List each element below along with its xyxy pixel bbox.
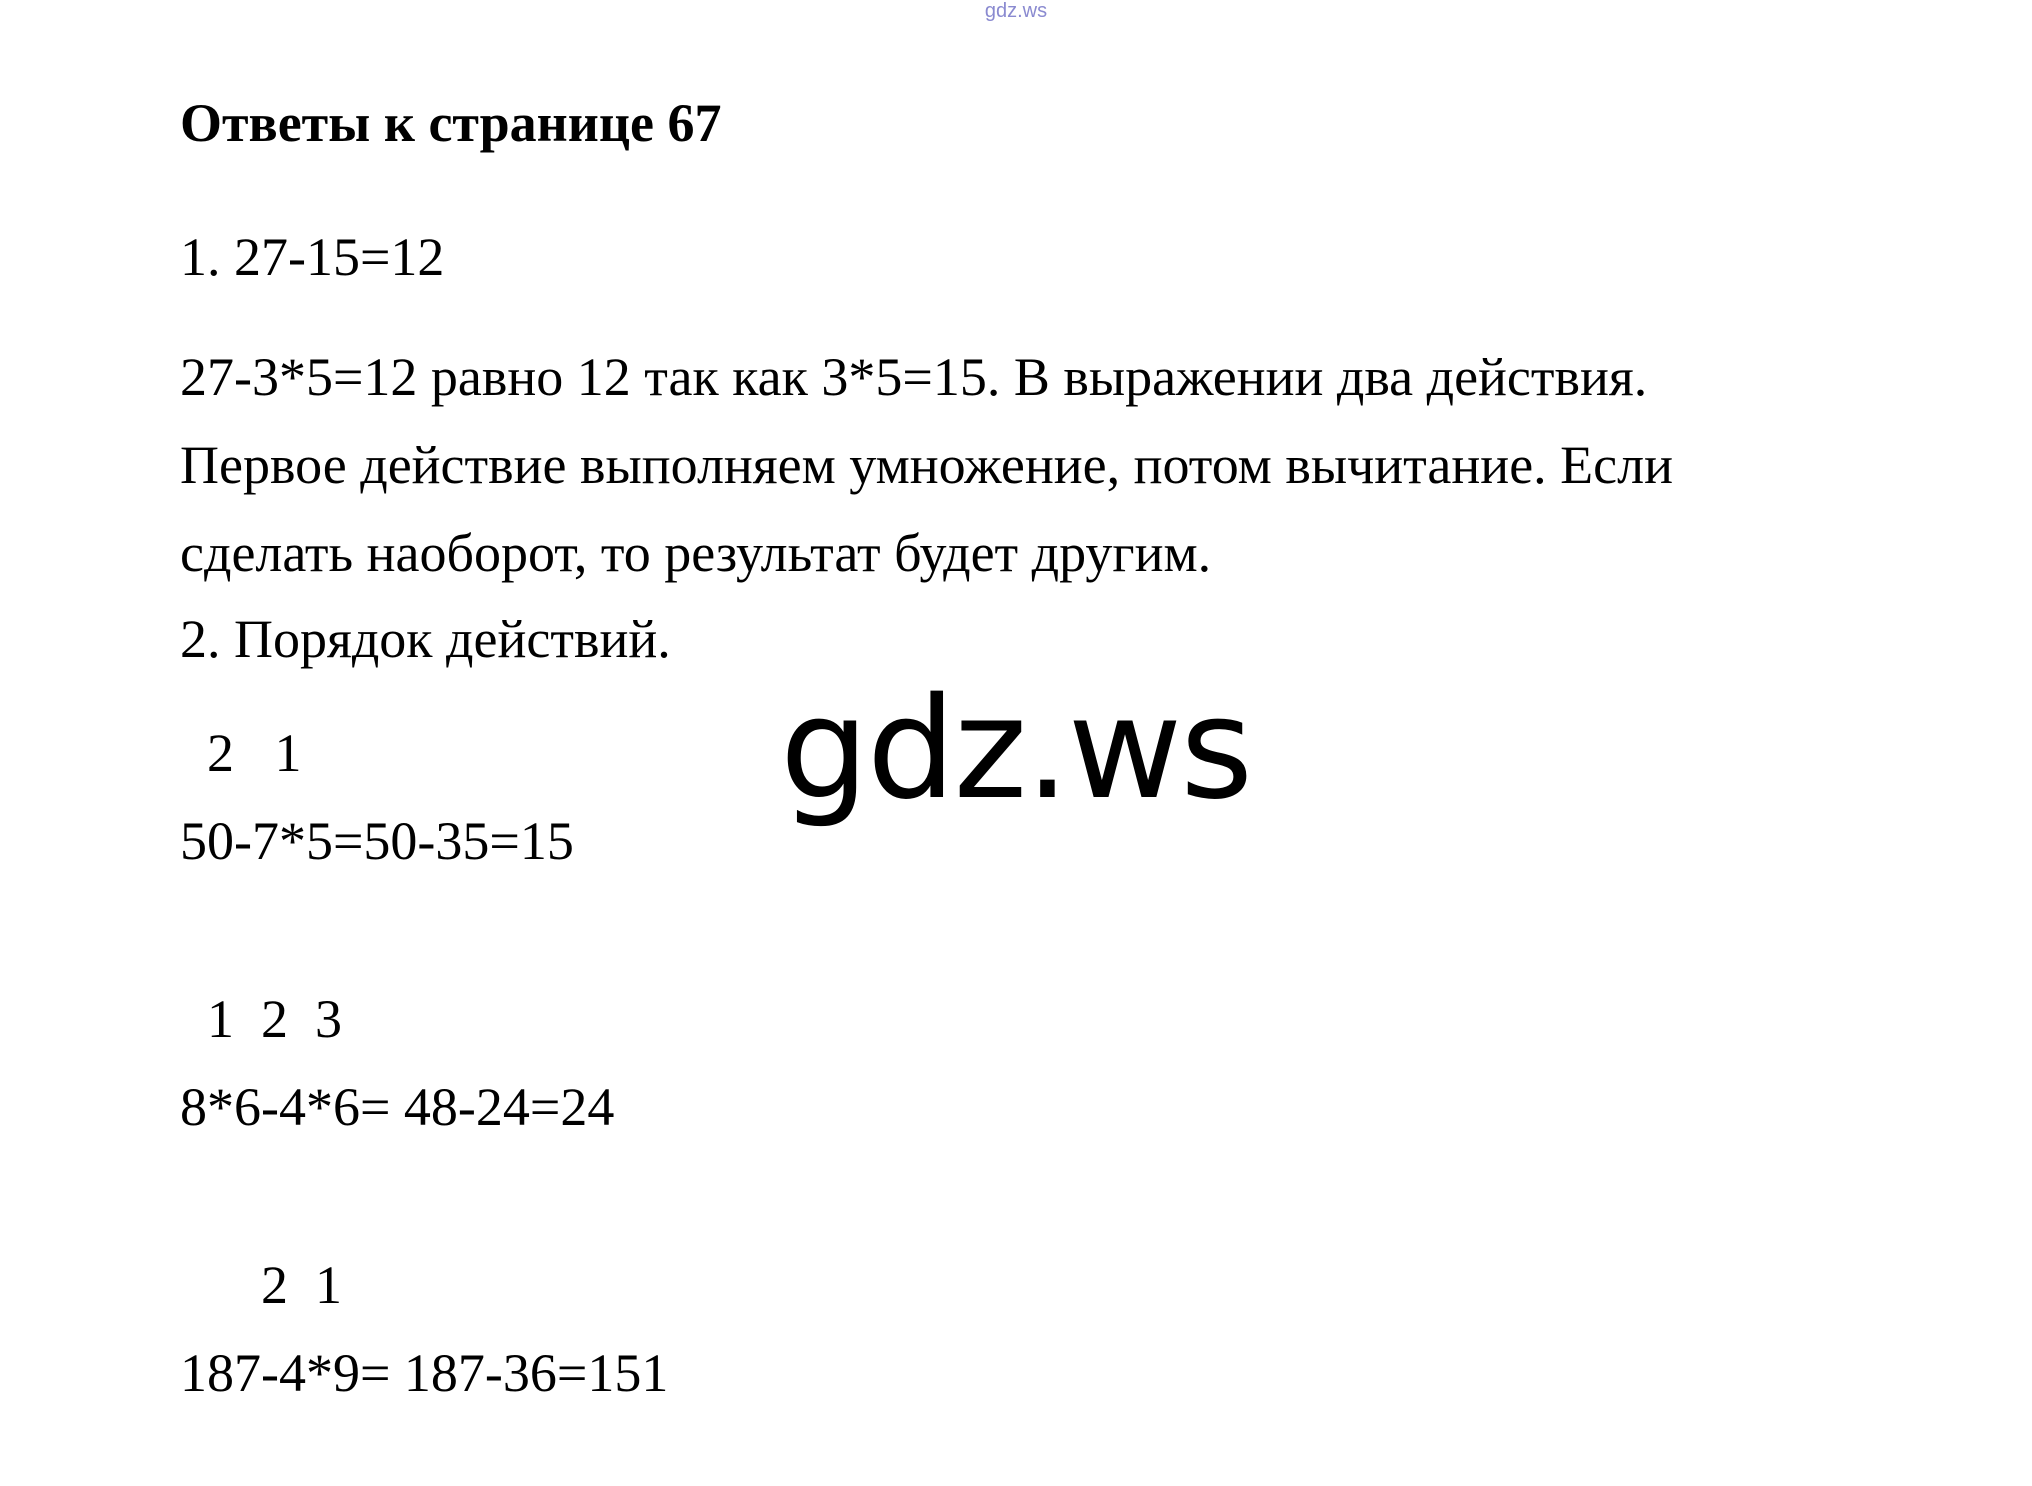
example-2-expression: 8*6-4*6= 48-24=24 — [180, 1077, 615, 1137]
example-2-order: 1 2 3 — [180, 989, 342, 1049]
task2-heading: 2. Порядок действий. — [180, 609, 671, 669]
task1-explanation-line3: сделать наоборот, то результат будет другим. — [180, 523, 1212, 583]
page-title: Ответы к странице 67 — [180, 93, 722, 153]
example-1-expression: 50-7*5=50-35=15 — [180, 811, 574, 871]
example-3-order: 2 1 — [180, 1255, 342, 1315]
task1-explanation-line1: 27-3*5=12 равно 12 так как 3*5=15. В выражении два действия. — [180, 347, 1648, 407]
source-mark: gdz.ws — [984, 0, 1048, 22]
example-3-expression: 187-4*9= 187-36=151 — [180, 1343, 669, 1403]
example-1-order: 2 1 — [180, 723, 302, 783]
watermark-logo: gdz.ws — [780, 668, 1252, 831]
task1-explanation-line2: Первое действие выполняем умножение, потом вычитание. Если — [180, 435, 1673, 495]
task1-equation: 1. 27-15=12 — [180, 227, 445, 287]
